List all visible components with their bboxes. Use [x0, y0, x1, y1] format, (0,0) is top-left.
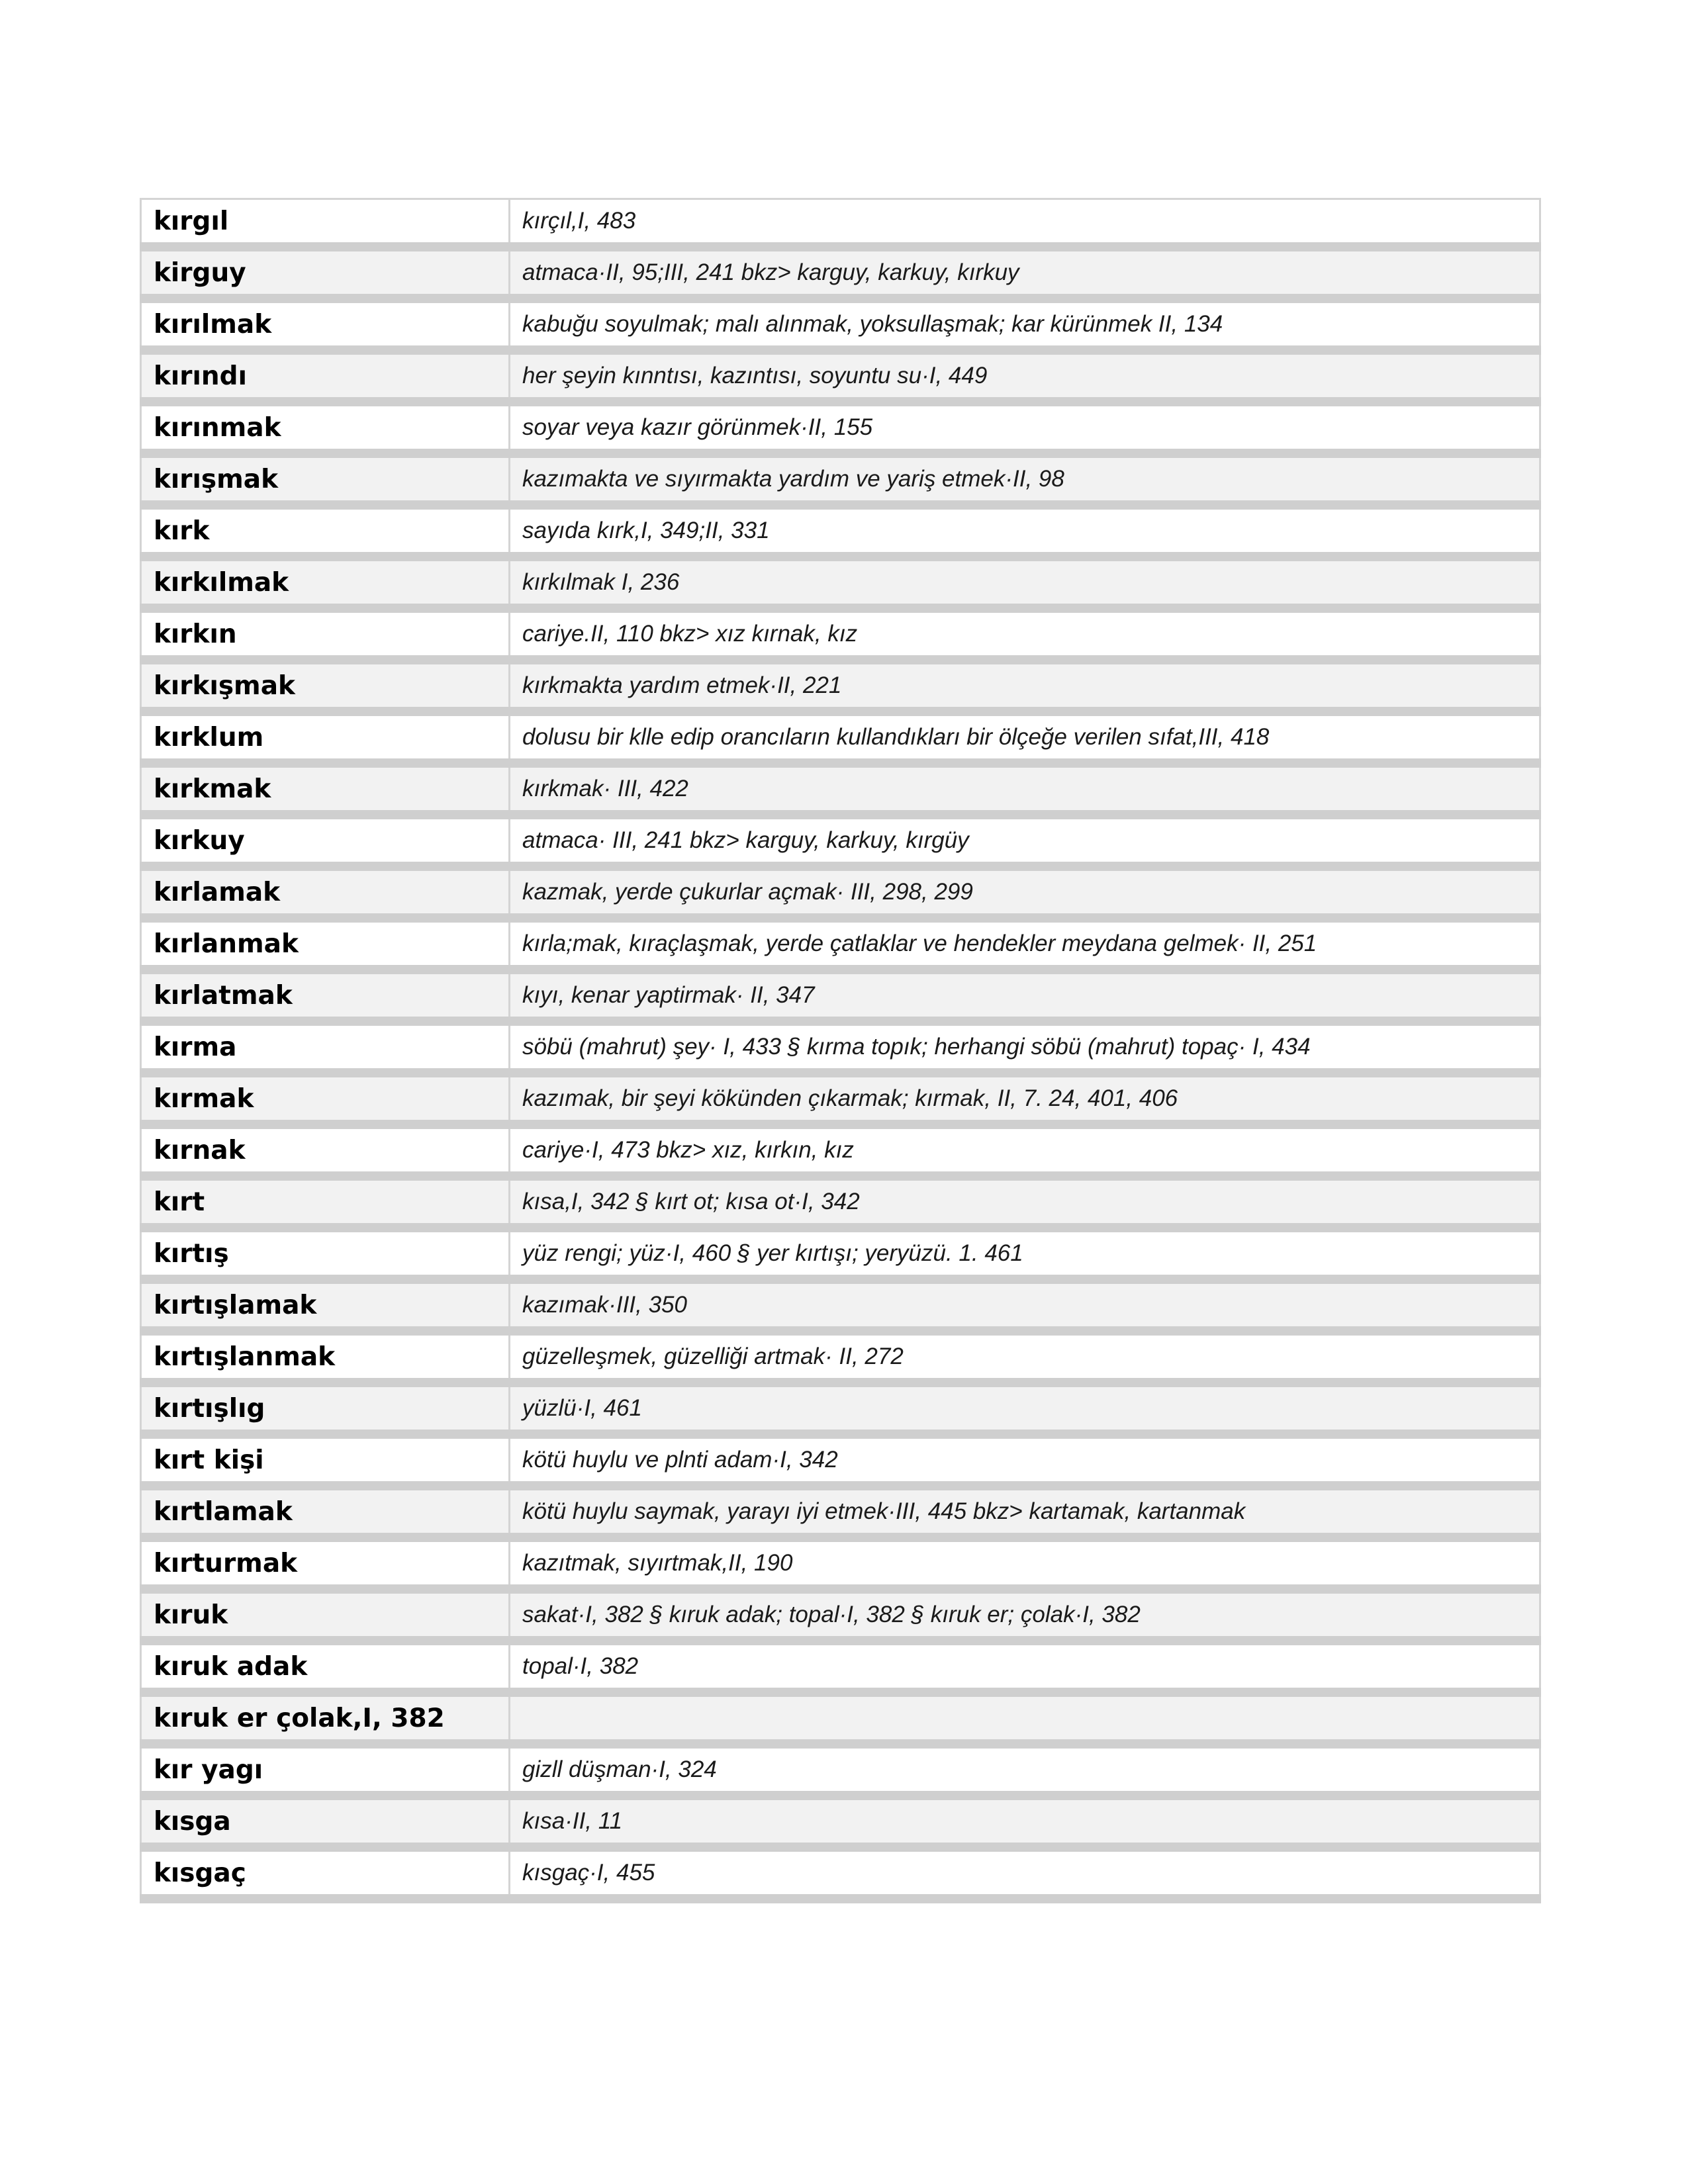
term-cell — [141, 608, 510, 660]
entry-term: kırlamak — [154, 877, 281, 907]
term-cell — [141, 247, 510, 298]
table-row — [141, 402, 1540, 453]
term-cell — [141, 1589, 510, 1641]
definition-cell — [510, 1279, 1540, 1331]
entry-definition: sakat·I, 382 § kıruk adak; topal·I, 382 § kıruk er; çolak·I, 382 — [522, 1602, 1141, 1627]
term-cell — [141, 1796, 510, 1847]
table-row — [141, 1847, 1540, 1899]
definition-cell — [510, 402, 1540, 453]
entry-term: kıruk er çolak,I, 382 — [154, 1703, 445, 1733]
table-row — [141, 1692, 1540, 1744]
entry-term: kıruk adak — [154, 1651, 308, 1682]
definition-cell — [510, 1537, 1540, 1589]
definition-cell — [510, 1021, 1540, 1073]
definition-cell — [510, 763, 1540, 815]
table-row — [141, 1124, 1540, 1176]
entry-definition: kırla;mak, kıraçlaşmak, yerde çatlaklar ve hendekler meydana gelmek· II, 251 — [522, 931, 1317, 956]
table-row — [141, 505, 1540, 557]
entry-term: kırklum — [154, 722, 264, 752]
table-row — [141, 1228, 1540, 1279]
entry-definition: kıyı, kenar yaptirmak· II, 347 — [522, 982, 815, 1008]
definition-cell — [510, 866, 1540, 918]
entry-definition: gizll düşman·I, 324 — [522, 1756, 717, 1782]
entry-definition: yüzlü·I, 461 — [522, 1395, 642, 1421]
entry-definition: güzelleşmek, güzelliği artmak· II, 272 — [522, 1343, 904, 1369]
term-cell — [141, 1124, 510, 1176]
entry-term: kırt — [154, 1187, 205, 1217]
term-cell — [141, 1641, 510, 1692]
definition-cell — [510, 1796, 1540, 1847]
entry-definition: kısgaç·I, 455 — [522, 1860, 655, 1886]
entry-definition: kırçıl,I, 483 — [522, 208, 636, 234]
entry-definition: atmaca·II, 95;III, 241 bkz> karguy, karkuy, kırkuy — [522, 259, 1019, 285]
table-row — [141, 1331, 1540, 1383]
term-cell — [141, 350, 510, 402]
entry-definition: sayıda kırk,I, 349;II, 331 — [522, 518, 770, 543]
dictionary-body — [141, 199, 1540, 1899]
definition-cell — [510, 1383, 1540, 1434]
term-cell — [141, 199, 510, 248]
definition-cell — [510, 1847, 1540, 1899]
entry-definition: kırkmakta yardım etmek·II, 221 — [522, 672, 842, 698]
entry-definition: söbü (mahrut) şey· I, 433 § kırma topık; herhangi söbü (mahrut) topaç· I, 434 — [522, 1034, 1311, 1060]
term-cell — [141, 1847, 510, 1899]
entry-term: kırma — [154, 1032, 237, 1062]
definition-cell — [510, 1744, 1540, 1796]
definition-cell — [510, 1331, 1540, 1383]
entry-definition: kırkmak· III, 422 — [522, 776, 688, 801]
entry-term: kırtış — [154, 1238, 229, 1269]
definition-cell — [510, 505, 1540, 557]
term-cell — [141, 763, 510, 815]
term-cell — [141, 1279, 510, 1331]
entry-definition: cariye·I, 473 bkz> xız, kırkın, kız — [522, 1137, 854, 1163]
table-row — [141, 711, 1540, 763]
definition-cell — [510, 1589, 1540, 1641]
term-cell — [141, 1692, 510, 1744]
term-cell — [141, 660, 510, 711]
term-cell — [141, 1383, 510, 1434]
entry-term: kırkmak — [154, 774, 271, 804]
table-row — [141, 1176, 1540, 1228]
table-row — [141, 815, 1540, 866]
term-cell — [141, 711, 510, 763]
term-cell — [141, 1331, 510, 1383]
entry-term: kırkın — [154, 619, 237, 649]
entry-term: kırgıl — [154, 206, 229, 236]
table-row — [141, 1796, 1540, 1847]
table-row — [141, 1641, 1540, 1692]
entry-term: kısga — [154, 1806, 231, 1837]
entry-definition: kazımakta ve sıyırmakta yardım ve yariş etmek·II, 98 — [522, 466, 1064, 492]
term-cell — [141, 453, 510, 505]
term-cell — [141, 1228, 510, 1279]
definition-cell — [510, 247, 1540, 298]
term-cell — [141, 298, 510, 350]
entry-term: kırtışlamak — [154, 1290, 317, 1320]
definition-cell — [510, 199, 1540, 248]
entry-definition: atmaca· III, 241 bkz> karguy, karkuy, kırgüy — [522, 827, 969, 853]
entry-term: kırkılmak — [154, 567, 289, 598]
entry-term: kırtışlıg — [154, 1393, 265, 1424]
term-cell — [141, 557, 510, 608]
term-cell — [141, 970, 510, 1021]
definition-cell — [510, 1692, 1540, 1744]
table-row — [141, 660, 1540, 711]
definition-cell — [510, 1228, 1540, 1279]
definition-cell — [510, 815, 1540, 866]
definition-cell — [510, 1176, 1540, 1228]
entry-term: kırturmak — [154, 1548, 298, 1578]
term-cell — [141, 918, 510, 970]
table-row — [141, 557, 1540, 608]
table-row — [141, 350, 1540, 402]
table-row — [141, 1021, 1540, 1073]
definition-cell — [510, 350, 1540, 402]
definition-cell — [510, 1486, 1540, 1537]
table-row — [141, 1744, 1540, 1796]
entry-definition: kırkılmak I, 236 — [522, 569, 680, 595]
entry-term: kısgaç — [154, 1858, 246, 1888]
table-row — [141, 970, 1540, 1021]
term-cell — [141, 1176, 510, 1228]
term-cell — [141, 815, 510, 866]
term-cell — [141, 1073, 510, 1124]
entry-term: kırlatmak — [154, 980, 293, 1011]
entry-definition: topal·I, 382 — [522, 1653, 639, 1679]
entry-term: kırlanmak — [154, 929, 299, 959]
table-row — [141, 866, 1540, 918]
entry-term: kırkışmak — [154, 670, 295, 701]
entry-definition: dolusu bir klle edip orancıların kullandıkları bir ölçeğe verilen sıfat,III, 418 — [522, 724, 1270, 750]
table-row — [141, 453, 1540, 505]
table-row — [141, 1486, 1540, 1537]
table-row — [141, 1073, 1540, 1124]
definition-cell — [510, 660, 1540, 711]
definition-cell — [510, 918, 1540, 970]
entry-term: kırışmak — [154, 464, 279, 494]
entry-term: kırnak — [154, 1135, 246, 1165]
term-cell — [141, 505, 510, 557]
entry-term: kırtlamak — [154, 1496, 293, 1527]
entry-term: kırk — [154, 516, 210, 546]
entry-definition: kazıtmak, sıyırtmak,II, 190 — [522, 1550, 793, 1576]
entry-definition: kazımak·III, 350 — [522, 1292, 687, 1318]
table-row — [141, 1383, 1540, 1434]
entry-definition: her şeyin kınntısı, kazıntısı, soyuntu su·I, 449 — [522, 363, 988, 388]
entry-definition: soyar veya kazır görünmek·II, 155 — [522, 414, 873, 440]
definition-cell — [510, 1434, 1540, 1486]
entry-term: kırmak — [154, 1083, 254, 1114]
entry-term: kırınmak — [154, 412, 281, 443]
table-row — [141, 608, 1540, 660]
entry-term: kırkuy — [154, 825, 245, 856]
term-cell — [141, 402, 510, 453]
table-row — [141, 298, 1540, 350]
entry-definition: kötü huylu ve plnti adam·I, 342 — [522, 1447, 838, 1473]
entry-term: kırt kişi — [154, 1445, 264, 1475]
definition-cell — [510, 557, 1540, 608]
definition-cell — [510, 453, 1540, 505]
entry-term: kirguy — [154, 257, 246, 288]
table-row — [141, 1279, 1540, 1331]
entry-definition: kazımak, bir şeyi kökünden çıkarmak; kırmak, II, 7. 24, 401, 406 — [522, 1085, 1178, 1111]
entry-term: kırındı — [154, 361, 247, 391]
entry-definition: kazmak, yerde çukurlar açmak· III, 298, 299 — [522, 879, 973, 905]
table-row — [141, 247, 1540, 298]
term-cell — [141, 1744, 510, 1796]
definition-cell — [510, 1124, 1540, 1176]
definition-cell — [510, 970, 1540, 1021]
entry-definition: kötü huylu saymak, yarayı iyi etmek·III, 445 bkz> kartamak, kartanmak — [522, 1498, 1246, 1524]
definition-cell — [510, 1641, 1540, 1692]
table-row — [141, 918, 1540, 970]
definition-cell — [510, 711, 1540, 763]
term-cell — [141, 1021, 510, 1073]
entry-term: kıruk — [154, 1600, 228, 1630]
dictionary-table — [140, 198, 1541, 1903]
entry-definition: kısa,I, 342 § kırt ot; kısa ot·I, 342 — [522, 1189, 860, 1214]
table-row — [141, 1537, 1540, 1589]
term-cell — [141, 1486, 510, 1537]
definition-cell — [510, 298, 1540, 350]
entry-definition: kabuğu soyulmak; malı alınmak, yoksullaşmak; kar kürünmek II, 134 — [522, 311, 1223, 337]
entry-definition: cariye.II, 110 bkz> xız kırnak, kız — [522, 621, 858, 647]
term-cell — [141, 866, 510, 918]
term-cell — [141, 1434, 510, 1486]
table-row — [141, 763, 1540, 815]
table-row — [141, 1434, 1540, 1486]
entry-definition: yüz rengi; yüz·I, 460 § yer kırtışı; yeryüzü. 1. 461 — [522, 1240, 1023, 1266]
table-row — [141, 199, 1540, 248]
entry-term: kırılmak — [154, 309, 272, 340]
term-cell — [141, 1537, 510, 1589]
definition-cell — [510, 1073, 1540, 1124]
table-row — [141, 1589, 1540, 1641]
entry-term: kır yagı — [154, 1754, 263, 1785]
entry-term: kırtışlanmak — [154, 1342, 336, 1372]
entry-definition: kısa·II, 11 — [522, 1808, 623, 1834]
definition-cell — [510, 608, 1540, 660]
